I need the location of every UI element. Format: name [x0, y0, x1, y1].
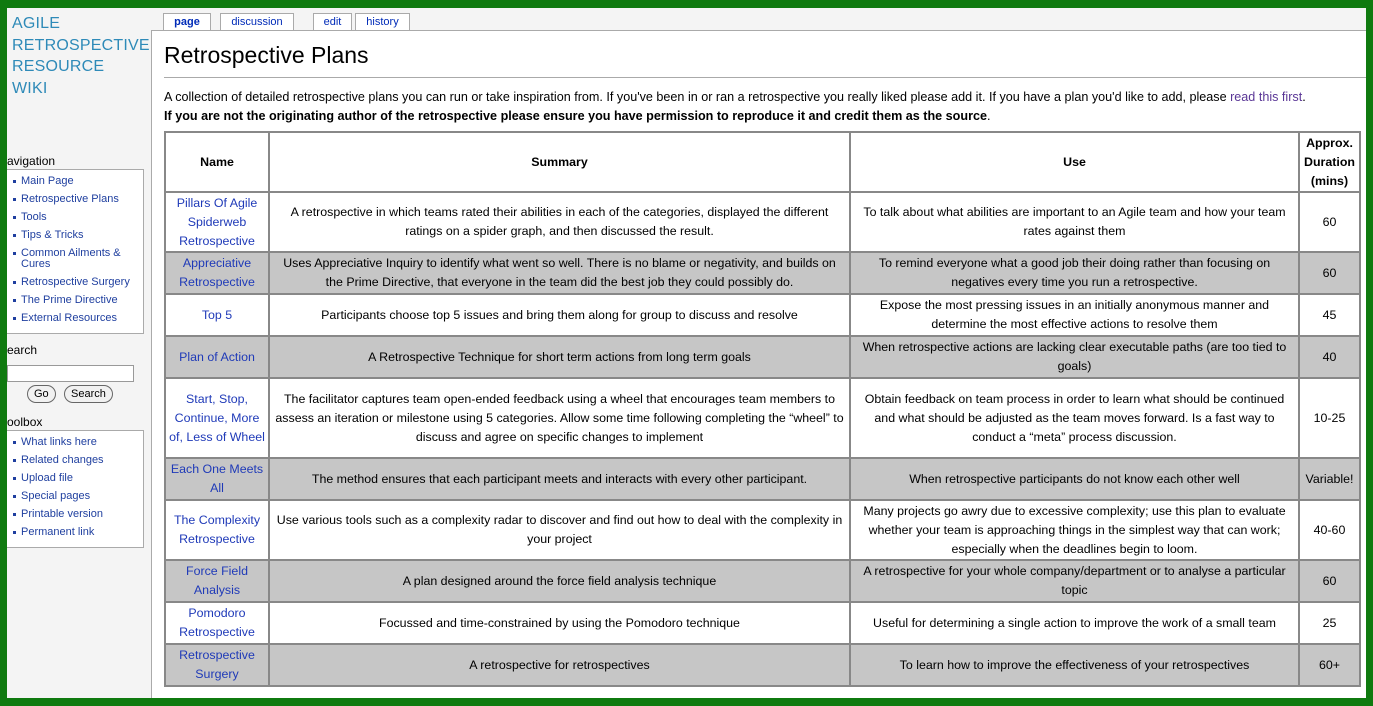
table-row — [165, 294, 1360, 336]
toolbox-item[interactable]: Permanent link — [11, 525, 143, 539]
plan-use: To talk about what abilities are important to an Agile team and how your team rates against them — [850, 192, 1299, 252]
retrospective-plans-table — [164, 131, 1361, 687]
intro-paragraph — [164, 88, 1364, 126]
plan-summary: A plan designed around the force field analysis technique — [269, 560, 850, 602]
toolbox-item[interactable]: What links here — [11, 435, 143, 449]
sidebar-item[interactable]: Retrospective Plans — [11, 192, 143, 206]
plan-use: To learn how to improve the effectiveness of your retrospectives — [850, 644, 1299, 686]
plan-duration: 60 — [1299, 252, 1360, 294]
logo-line: AGILE — [12, 15, 61, 32]
plan-name-link[interactable]: The Complexity Retrospective — [165, 500, 269, 560]
toolbox-item[interactable]: Related changes — [11, 453, 143, 467]
plan-summary: A retrospective in which teams rated their abilities in each of the categories, displayed the different ratings on a spider graph, and then discussed the result. — [269, 192, 850, 252]
tab-discussion[interactable]: discussion — [220, 13, 294, 30]
logo-line: RESOURCE — [12, 58, 105, 75]
table-row — [165, 458, 1360, 500]
plan-summary: The method ensures that each participant meets and interacts with every other participant. — [269, 458, 850, 500]
sidebar-item[interactable]: Tools — [11, 210, 143, 224]
intro-end: . — [1302, 90, 1306, 104]
table-row — [165, 336, 1360, 378]
plan-use: A retrospective for your whole company/department or to analyse a particular topic — [850, 560, 1299, 602]
notice-end: . — [986, 109, 991, 123]
plan-name-link[interactable]: Each One Meets All — [165, 458, 269, 500]
plan-duration: 25 — [1299, 602, 1360, 644]
plan-name-link[interactable]: Pillars Of Agile Spiderweb Retrospective — [165, 192, 269, 252]
plan-summary: A retrospective for retrospectives — [269, 644, 850, 686]
search-title: earch — [7, 343, 38, 357]
table-row — [165, 192, 1360, 252]
table-row — [165, 560, 1360, 602]
site-logo[interactable] — [12, 13, 152, 99]
toolbox-item[interactable]: Upload file — [11, 471, 143, 485]
sidebar-item[interactable]: Main Page — [11, 174, 143, 188]
plan-use: When retrospective participants do not know each other well — [850, 458, 1299, 500]
read-this-first-link[interactable]: read this first — [1230, 90, 1303, 104]
plan-name-link[interactable]: Plan of Action — [165, 336, 269, 378]
logo-line: WIKI — [12, 79, 48, 97]
toolbox-portlet — [7, 430, 144, 548]
page-frame — [7, 8, 1366, 698]
plan-name-link[interactable]: Retrospective Surgery — [165, 644, 269, 686]
permission-notice: If you are not the originating author of the retrospective please ensure you have permission to reproduce it and credit them as the source — [164, 109, 987, 123]
plan-summary: Use various tools such as a complexity radar to discover and find out how to deal with the complexity in your project — [269, 500, 850, 560]
intro-text: A collection of detailed retrospective plans you can run or take inspiration from. If you've been in or ran a retrospective you really liked please add it. If you have a plan you'd like to add, please — [164, 90, 1231, 104]
plan-summary: Focussed and time-constrained by using the Pomodoro technique — [269, 602, 850, 644]
navigation-portlet — [7, 169, 144, 334]
plan-duration: Variable! — [1299, 458, 1360, 500]
sidebar-item[interactable]: Tips & Tricks — [11, 228, 143, 242]
header-name: Name — [165, 132, 269, 192]
plan-summary: Uses Appreciative Inquiry to identify what went so well. There is no blame or negativity, and builds on the Prime Directive, that everyone in the team did the best job they could possibly do. — [269, 252, 850, 294]
plan-name-link[interactable]: Force Field Analysis — [165, 560, 269, 602]
sidebar-item[interactable]: The Prime Directive — [11, 293, 143, 307]
navigation-title: avigation — [7, 154, 56, 168]
plan-duration: 45 — [1299, 294, 1360, 336]
plan-use: Obtain feedback on team process in order to learn what should be continued and what should be adjusted as the team moves forward. Is a fast way to conduct a “meta” process discussion. — [850, 378, 1299, 458]
header-summary: Summary — [269, 132, 850, 192]
plan-use: Useful for determining a single action to improve the work of a small team — [850, 602, 1299, 644]
plan-duration: 40 — [1299, 336, 1360, 378]
plan-duration: 10-25 — [1299, 378, 1360, 458]
sidebar-item[interactable]: Retrospective Surgery — [11, 275, 143, 289]
tab-page[interactable]: page — [163, 13, 211, 30]
sidebar-item[interactable]: Common Ailments & — [11, 246, 143, 260]
title-divider — [164, 77, 1366, 78]
table-row — [165, 252, 1360, 294]
plan-name-link[interactable]: Pomodoro Retrospective — [165, 602, 269, 644]
plan-use: Many projects go awry due to excessive complexity; use this plan to evaluate whether your team is approaching things in the simplest way that can work; especially when the deadlines begin to loom. — [850, 500, 1299, 560]
plan-use: Expose the most pressing issues in an initially anonymous manner and determine the most effective actions to resolve them — [850, 294, 1299, 336]
content-area — [151, 30, 1366, 698]
search-button[interactable]: Search — [64, 385, 113, 403]
plan-summary: The facilitator captures team open-ended feedback using a wheel that encourages team members to assess an iteration or milestone using 5 categories. Allow some time following completing the “wheel” to discuss and agree on specific changes to implement — [269, 378, 850, 458]
plan-name-link[interactable]: Appreciative Retrospective — [165, 252, 269, 294]
plan-name-link[interactable]: Top 5 — [165, 294, 269, 336]
plan-summary: Participants choose top 5 issues and bring them along for group to discuss and resolve — [269, 294, 850, 336]
plan-name-link[interactable]: Start, Stop, Continue, More of, Less of Wheel — [165, 378, 269, 458]
plan-duration: 40-60 — [1299, 500, 1360, 560]
tab-edit[interactable]: edit — [313, 13, 352, 30]
plan-use: To remind everyone what a good job their doing rather than focusing on negatives every time you run a retrospective. — [850, 252, 1299, 294]
tab-history[interactable]: history — [355, 13, 410, 30]
plan-duration: 60 — [1299, 560, 1360, 602]
toolbox-item[interactable]: Printable version — [11, 507, 143, 521]
toolbox-item[interactable]: Special pages — [11, 489, 143, 503]
plan-duration: 60+ — [1299, 644, 1360, 686]
table-row — [165, 644, 1360, 686]
plan-summary: A Retrospective Technique for short term actions from long term goals — [269, 336, 850, 378]
header-duration: Approx. Duration (mins) — [1299, 132, 1360, 192]
sidebar-item[interactable]: Cures — [21, 258, 51, 270]
plan-duration: 60 — [1299, 192, 1360, 252]
toolbox-title: oolbox — [7, 415, 43, 429]
sidebar-item[interactable]: External Resources — [11, 311, 143, 325]
page-title: Retrospective Plans — [164, 42, 369, 68]
header-use: Use — [850, 132, 1299, 192]
plan-use: When retrospective actions are lacking clear executable paths (are too tied to goals) — [850, 336, 1299, 378]
table-row — [165, 378, 1360, 458]
table-row — [165, 500, 1360, 560]
search-input[interactable] — [7, 365, 134, 382]
table-row — [165, 602, 1360, 644]
logo-line: RETROSPECTIVE — [12, 36, 150, 54]
go-button[interactable]: Go — [27, 385, 56, 403]
